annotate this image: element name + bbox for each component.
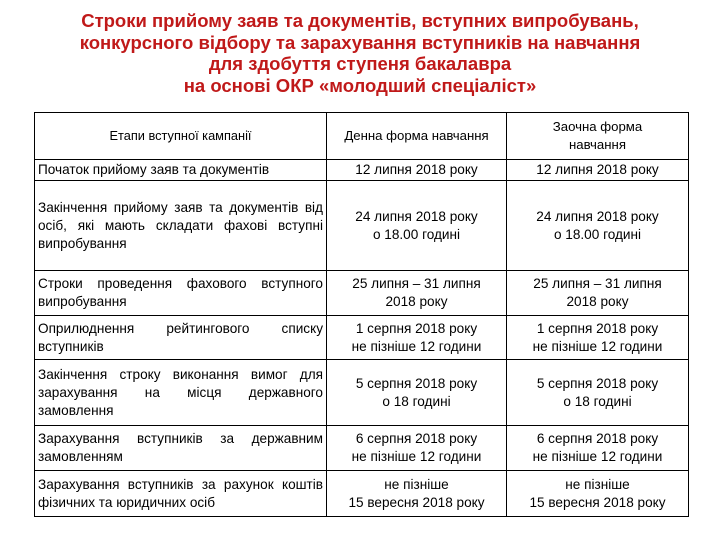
- title-line: на основі ОКР «молодший спеціаліст»: [183, 74, 537, 96]
- stage-cell: Зарахування вступників за рахунок коштів фізичних та юридичних осіб: [35, 471, 327, 517]
- stage-cell: Закінчення строку виконання вимог для зарахування на місця державного замовлення: [35, 360, 327, 426]
- parttime-line: не пізніше 12 години: [532, 449, 663, 464]
- parttime-line: о 18 годині: [563, 393, 632, 409]
- fulltime-line: не пізніше: [384, 476, 449, 492]
- title-line: Строки прийому заяв та документів, вступних випробувань,: [81, 10, 639, 31]
- table-header-row: [35, 113, 689, 160]
- fulltime-line: 1 серпня 2018 року: [355, 320, 478, 336]
- stage-cell: Оприлюднення рейтингового списку вступників: [35, 316, 327, 360]
- table-row: [35, 471, 689, 517]
- table-row: [35, 360, 689, 426]
- fulltime-cell: [327, 426, 507, 471]
- parttime-line: 25 липня – 31 липня: [533, 276, 662, 291]
- admission-schedule-table: [34, 112, 689, 517]
- parttime-line: 24 липня 2018 року: [536, 208, 659, 224]
- fulltime-cell: [327, 160, 507, 181]
- fulltime-cell: [327, 181, 507, 271]
- fulltime-cell: [327, 271, 507, 316]
- parttime-line: 5 серпня 2018 року: [536, 375, 659, 391]
- fulltime-line: не пізніше 12 години: [351, 449, 482, 464]
- table-row: [35, 160, 689, 181]
- parttime-line: о 18.00 годині: [553, 226, 642, 242]
- parttime-cell: [507, 471, 689, 517]
- title-line: конкурсного відбору та зарахування вступників на навчання: [79, 31, 641, 53]
- table-row: [35, 426, 689, 471]
- title-line: для здобуття ступеня бакалавра: [208, 53, 512, 74]
- fulltime-line: 25 липня – 31 липня: [352, 276, 481, 291]
- header-stage: Етапи вступної кампанії: [35, 113, 327, 160]
- parttime-line: 1 серпня 2018 року: [536, 320, 659, 336]
- fulltime-line: о 18 годині: [382, 393, 451, 409]
- stage-cell: Строки проведення фахового вступного випробування: [35, 271, 327, 316]
- page-title: [20, 10, 700, 96]
- fulltime-line: 15 вересня 2018 року: [348, 494, 485, 510]
- parttime-cell: [507, 181, 689, 271]
- header-fulltime: Денна форма навчання: [327, 113, 507, 160]
- fulltime-line: о 18.00 годині: [372, 226, 461, 242]
- fulltime-line: 6 серпня 2018 року: [355, 431, 478, 446]
- parttime-line: 2018 року: [566, 294, 629, 309]
- fulltime-line: 12 липня 2018 року: [355, 162, 478, 177]
- stage-cell: Зарахування вступників за державним замовленням: [35, 426, 327, 471]
- parttime-cell: [507, 160, 689, 181]
- fulltime-line: 24 липня 2018 року: [355, 208, 478, 224]
- table-row: [35, 316, 689, 360]
- fulltime-cell: [327, 316, 507, 360]
- stage-cell: Початок прийому заяв та документів: [35, 160, 327, 181]
- parttime-line: 12 липня 2018 року: [536, 162, 659, 177]
- parttime-cell: [507, 271, 689, 316]
- header-parttime-line: навчання: [569, 137, 626, 152]
- parttime-cell: [507, 360, 689, 426]
- table-row: [35, 181, 689, 271]
- fulltime-line: не пізніше 12 години: [351, 338, 482, 354]
- parttime-line: не пізніше 12 години: [532, 338, 663, 354]
- parttime-cell: [507, 316, 689, 360]
- parttime-line: не пізніше: [565, 476, 630, 492]
- header-parttime: [507, 113, 689, 160]
- parttime-cell: [507, 426, 689, 471]
- fulltime-cell: [327, 360, 507, 426]
- parttime-line: 6 серпня 2018 року: [536, 431, 659, 446]
- header-parttime-line: Заочна форма: [552, 119, 643, 134]
- fulltime-line: 5 серпня 2018 року: [355, 375, 478, 391]
- stage-cell: Закінчення прийому заяв та документів від осіб, які мають складати фахові вступні випробування: [35, 181, 327, 271]
- parttime-line: 15 вересня 2018 року: [529, 494, 666, 510]
- fulltime-line: 2018 року: [385, 294, 448, 309]
- table-row: [35, 271, 689, 316]
- fulltime-cell: [327, 471, 507, 517]
